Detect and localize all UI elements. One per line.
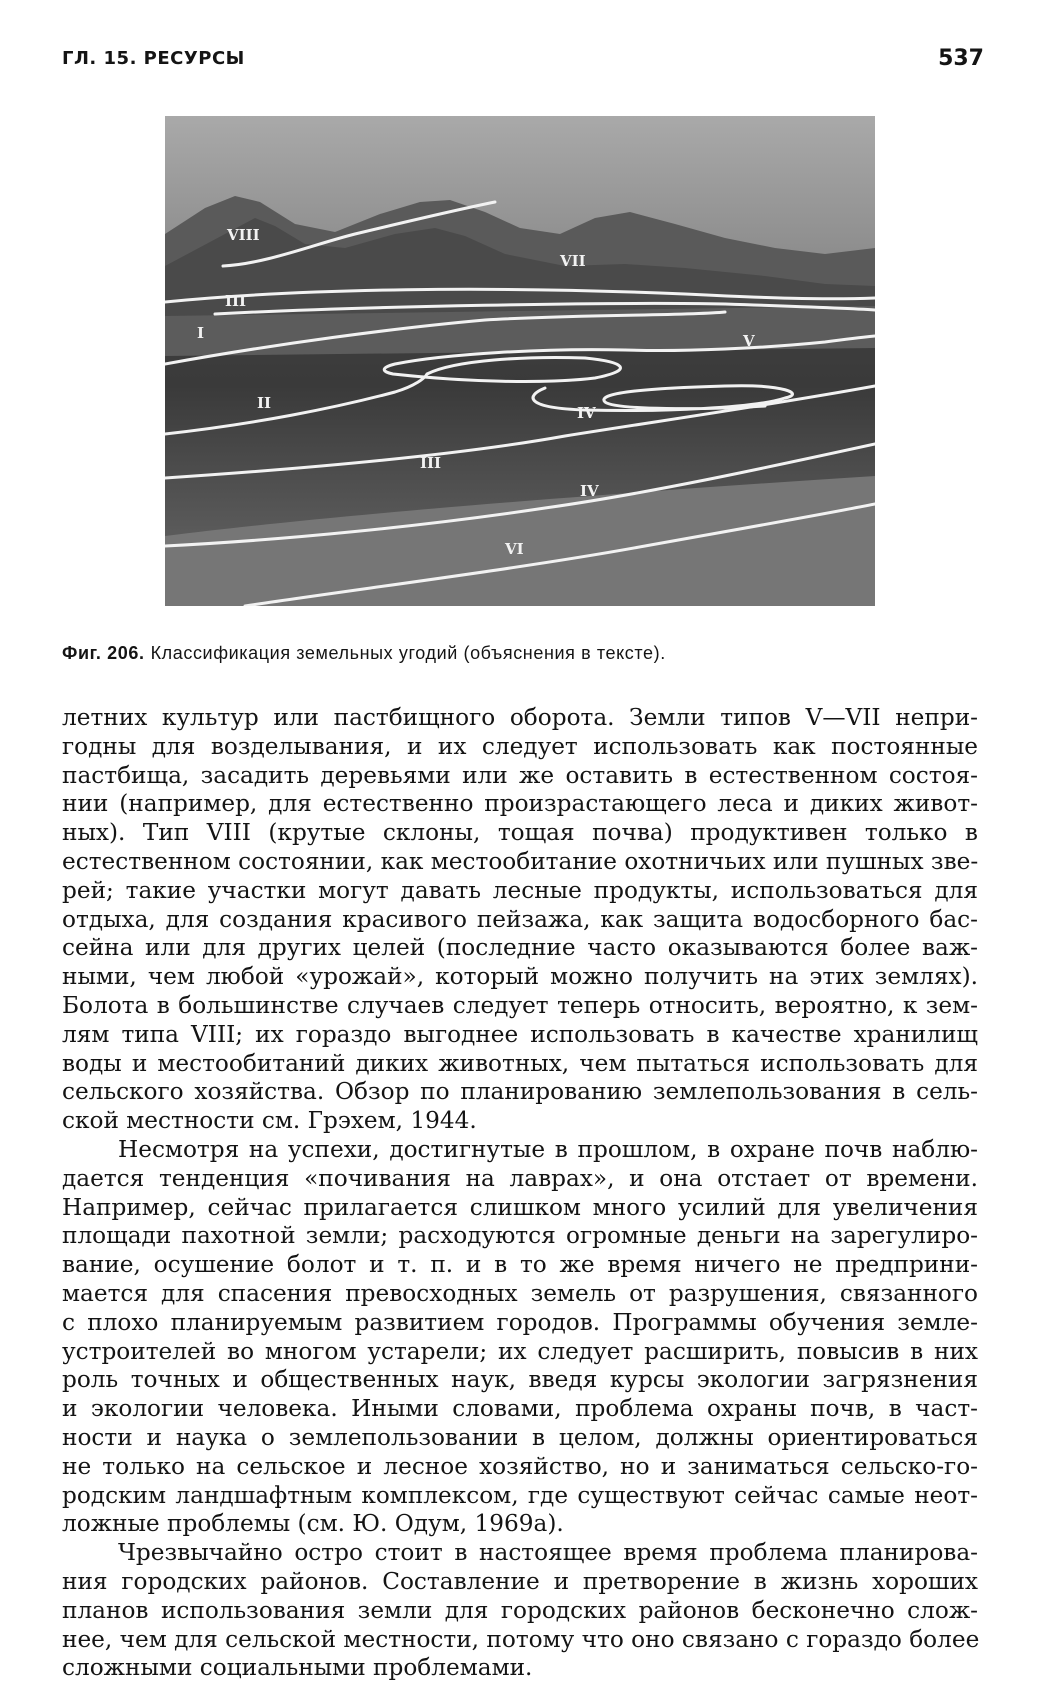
paragraph-1 [62,704,978,1136]
text-line: рей; такие участки могут давать лесные продукты, использоваться для [62,876,978,904]
zone-label: VII [560,252,586,270]
body-text [62,704,978,1683]
text-line: родским ландшафтным комплексом, где существуют сейчас самые неот- [62,1481,978,1509]
figure-caption [62,643,666,664]
text-line: дается тенденция «почивания на лаврах», и она отстает от времени. [62,1164,978,1192]
caption-text: Классификация земельных угодий (объяснения в тексте). [150,643,666,663]
text-line: планов использования земли для городских районов бесконечно слож- [62,1596,978,1624]
paragraph-3 [62,1539,978,1683]
text-line: пастбища, засадить деревьями или же оставить в естественном состоя- [62,761,978,789]
text-line: ложные проблемы (см. Ю. Одум, 1969а). [62,1510,564,1538]
text-line: отдыха, для создания красивого пейзажа, как защита водосборного бас- [62,905,978,933]
text-line: естественном состоянии, как местообитание охотничьих или пушных зве- [62,847,979,875]
text-line: роль точных и общественных наук, введя курсы экологии загрязнения [62,1366,978,1394]
zone-label: III [225,292,247,310]
caption-label: Фиг. 206. [62,643,145,663]
text-line: площади пахотной земли; расходуются огромные деньги на зарегулиро- [62,1222,978,1250]
zone-label: I [197,324,205,342]
land-classification-photo [165,116,875,606]
text-line: ской местности см. Грэхем, 1944. [62,1107,477,1135]
text-line: сельского хозяйства. Обзор по планированию землепользования в сель- [62,1078,978,1106]
zone-label: IV [580,482,599,500]
running-title: ГЛ. 15. РЕСУРСЫ [62,48,245,69]
text-line: сложными социальными проблемами. [62,1654,533,1682]
text-line: с плохо планируемым развитием городов. Программы обучения земле- [62,1308,978,1336]
text-line: летних культур или пастбищного оборота. Земли типов V—VII непри- [62,704,978,731]
zone-label: V [743,332,755,350]
text-line: ния городских районов. Составление и претворение в жизнь хороших [62,1567,978,1595]
text-line: Болота в большинстве случаев следует теперь относить, вероятно, к зем- [62,991,978,1019]
zone-label: IV [577,404,596,422]
text-line: Например, сейчас прилагается слишком много усилий для увеличения [62,1193,978,1221]
page-number: 537 [938,46,984,71]
paragraph-2 [62,1136,978,1539]
text-line: устроителей во многом устарели; их следует расширить, повысив в них [62,1337,978,1365]
zone-label: II [257,394,272,412]
zone-label: VI [505,540,524,558]
text-line: ности и наука о землепользовании в целом, должны ориентироваться [62,1423,978,1451]
text-line: ными, чем любой «урожай», который можно получить на этих землях). [62,963,978,991]
text-line: лям типа VIII; их гораздо выгоднее использовать в качестве хранилищ [62,1020,978,1048]
text-line: годны для возделывания, и их следует использовать как постоянные [62,732,978,760]
text-line: нии (например, для естественно произрастающего леса и диких живот- [62,790,978,818]
text-line: вание, осушение болот и т. п. и в то же время ничего не предприни- [62,1251,978,1279]
zone-label: VIII [227,226,260,244]
text-line: не только на сельское и лесное хозяйство, но и заниматься сельско-го- [62,1452,978,1480]
text-line: Несмотря на успехи, достигнутые в прошлом, в охране почв наблю- [118,1135,978,1163]
zone-label: III [420,454,442,472]
text-line: мается для спасения превосходных земель от разрушения, связанного [62,1279,978,1307]
running-head [62,48,984,78]
text-line: нее, чем для сельской местности, потому что оно связано с гораздо более [62,1625,980,1653]
text-line: Чрезвычайно остро стоит в настоящее время проблема планирова- [118,1539,978,1567]
landscape-photo [165,116,875,606]
text-line: воды и местообитаний диких животных, чем пытаться использовать для [62,1049,978,1077]
text-line: ных). Тип VIII (крутые склоны, тощая почва) продуктивен только в [62,819,978,847]
text-line: и экологии человека. Иными словами, проблема охраны почв, в част- [62,1395,978,1423]
text-line: сейна или для других целей (последние часто оказываются более важ- [62,934,978,962]
